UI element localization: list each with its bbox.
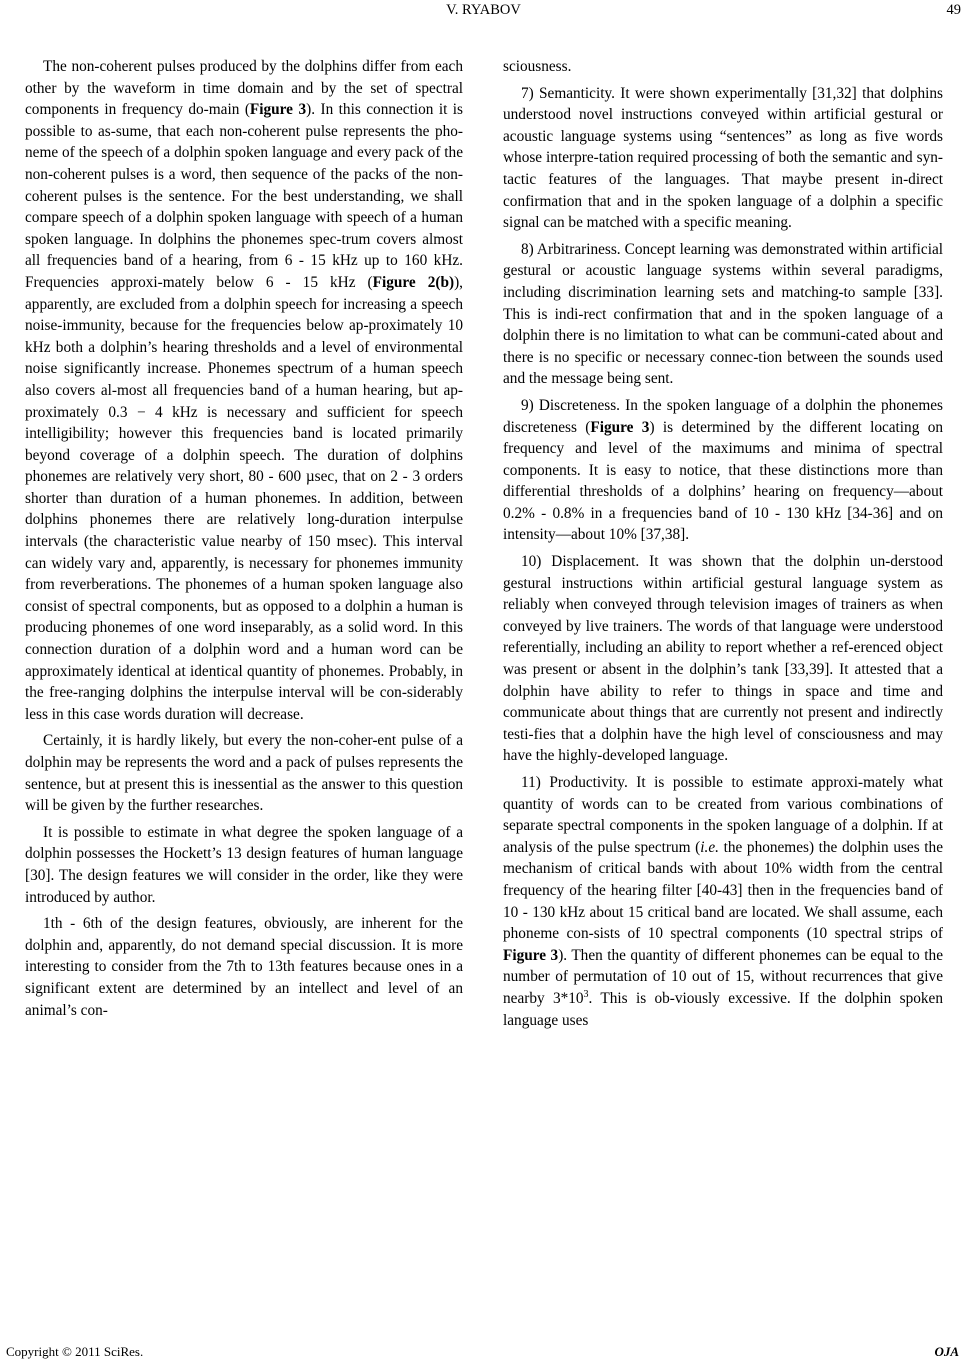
paragraph: The non-coherent pulses produced by the dolphins differ from each other by the waveform in time domain and by the set of spectral components in frequency do-main (Figure 3). In this connection it is possible to as-sume, that each non-coherent pulse represents the pho-neme of the speech of a dolphin spoken language and every pack of the non-coherent pulses is a word, then sequence of the packs of the non-coherent pulses is the sentence. For the best understanding, we shall compare speech of a dolphin spoken language with speech of a human spoken language. In dolphins the phonemes spec-trum covers almost all frequencies band of a hearing, from 6 - 15 kHz up to 160 kHz. Frequencies approxi-mately below 6 - 15 kHz (Figure 2(b)), apparently, are excluded from a dolphin speech for increasing a speech noise-immunity, because for the frequencies below ap-proximately 10 kHz both a dolphin’s hearing thresholds and a level of environmental noise significantly increase. Phonemes spectrum of a human speech also covers al-most all frequencies band of a human hearing, but ap-proximately 0.3 − 4 kHz is necessary and sufficient for speech intelligibility; however this frequencies band is located primarily beyond coverage of a dolphin speech. The duration of dolphins phonemes are relatively very short, 80 - 600 µsec, that on 2 - 3 orders shorter than duration of a human phonemes. In addition, between dolphins phonemes there are relatively long-duration interpulse intervals (the characteristic value nearby of 150 msec). This interval can widely vary and, apparently, is necessary for phonemes immunity from reverberations. The phonemes of a human spoken language also consist of spectral components, but as opposed to a dolphin a human is producing phonemes of one word inseparably, as a solid word. In this connection duration of a dolphin word and a human word can be approximately identical at identical quantity of phonemes. Probably, in the free-ranging dolphins the interpulse interval will be con-siderably less in this case words duration will decrease. (25, 58, 464, 723)
paragraph-semanticity: 7) Semanticity. It were shown experimentally [31,32] that dolphins understood novel instructions conveyed within artificial gestural or acoustic language systems using “sentences” as long as five words whose interpre-tation required processing of both the semantic and syn-tactic features of the languages. That maybe present in-direct confirmation that and in the spoken language of a dolphin a specific signal can be matched with a specific meaning. (503, 84, 943, 232)
paragraph-displacement: 10) Displacement. It was shown that the dolphin un-derstood gestural instructions within artificial gestural language system as reliably when conveyed through television images of trainers as when conveyed by live trainers. The words of that language were understood referentially, including an ability to report whether a ref-erenced object was present or absent in the dolphin’s tank [33,39]. It attested that a dolphin have ability to refer to things in space and time and communicate about things that are currently not present and indirectly testi-fies that a dolphin have the high level of consciousness and may have the highly-developed language. (503, 553, 943, 765)
figure-ref[interactable]: Figure 3 (590, 418, 650, 436)
copyright-notice: Copyright © 2011 SciRes. (6, 1344, 144, 1359)
journal-abbrev: OJA (934, 1344, 959, 1359)
paragraph: 1th - 6th of the design features, obviously, are inherent for the dolphin and, apparently, do not demand special discussion. It is more interesting to consider from the 7th to 13th features because ones in a significant extent are determined by an intellect and level of an animal’s con- (25, 915, 463, 1019)
italic-ie: i.e. (700, 838, 719, 856)
paragraph-arbitrariness: 8) Arbitrariness. Concept learning was demonstrated within artificial gestural or acoustic language systems within several paradigms, including discrimination learning sets and matching-to sample [33]. This is indi-rect confirmation that and in the spoken language of a dolphin there is no limitation to what can be communi-cated about and there is no specific or necessary connec-tion between the sounds used and the message being sent. (503, 240, 943, 388)
figure-ref[interactable]: Figure 3 (249, 101, 307, 119)
running-title: V. RYABOV (446, 2, 521, 18)
paragraph: sciousness. (503, 58, 572, 75)
paragraph-discreteness: 9) Discreteness. In the spoken language of a dolphin the phonemes discreteness (Figure 3) is determined by the different locating on frequency and level of the maximums and minima of spectral components. It is easy to notice, that these distinctions more than differential thresholds of a dolphins’ hearing on frequency—about 0.2% - 0.8% in a frequencies band of 10 - 130 kHz [34-36] and on intensity—about 10% [37,38]. (503, 396, 944, 544)
paragraph-productivity: 11) Productivity. It is possible to estimate approxi-mately what quantity of words can to be created from various combinations of separate spectral components in the spoken language of a dolphin. If at analysis of the pulse spectrum (i.e. the phonemes) the dolphin uses the mechanism of critical bands with about 10% width from the central frequency of the hearing filter [40-43] then in the frequencies band of 10 - 130 kHz about 15 critical band are located. We shall assume, each phoneme con-sists of 10 spectral components (10 spectral strips of Figure 3). Then the quantity of different phonemes can be equal to the number of permutation of 10 out of 15, without recurrences that give nearby $3*10^3$. This is ob-viously excessive. If the dolphin spoken language uses (503, 774, 943, 1029)
paragraph: Certainly, it is hardly likely, but every the non-coher-ent pulse of a dolphin may be represents the word and a pack of pulses represents the sentence, but at present this is inessential as the answer to this question will be given by the further researches. (25, 732, 463, 815)
left-column (25, 56, 463, 1026)
figure-ref[interactable]: Figure 3 (503, 946, 559, 964)
superscript: 3 (583, 988, 589, 1000)
page-number: 49 (946, 2, 961, 18)
page-header (0, 2, 967, 22)
paragraph: It is possible to estimate in what degree the spoken language of a dolphin possesses the Hockett’s 13 design features of human language [30]. The design features we will consider in the order, like they were introduced by author. (25, 823, 463, 906)
right-column (503, 56, 943, 1036)
figure-ref[interactable]: Figure 2(b) (372, 273, 455, 291)
